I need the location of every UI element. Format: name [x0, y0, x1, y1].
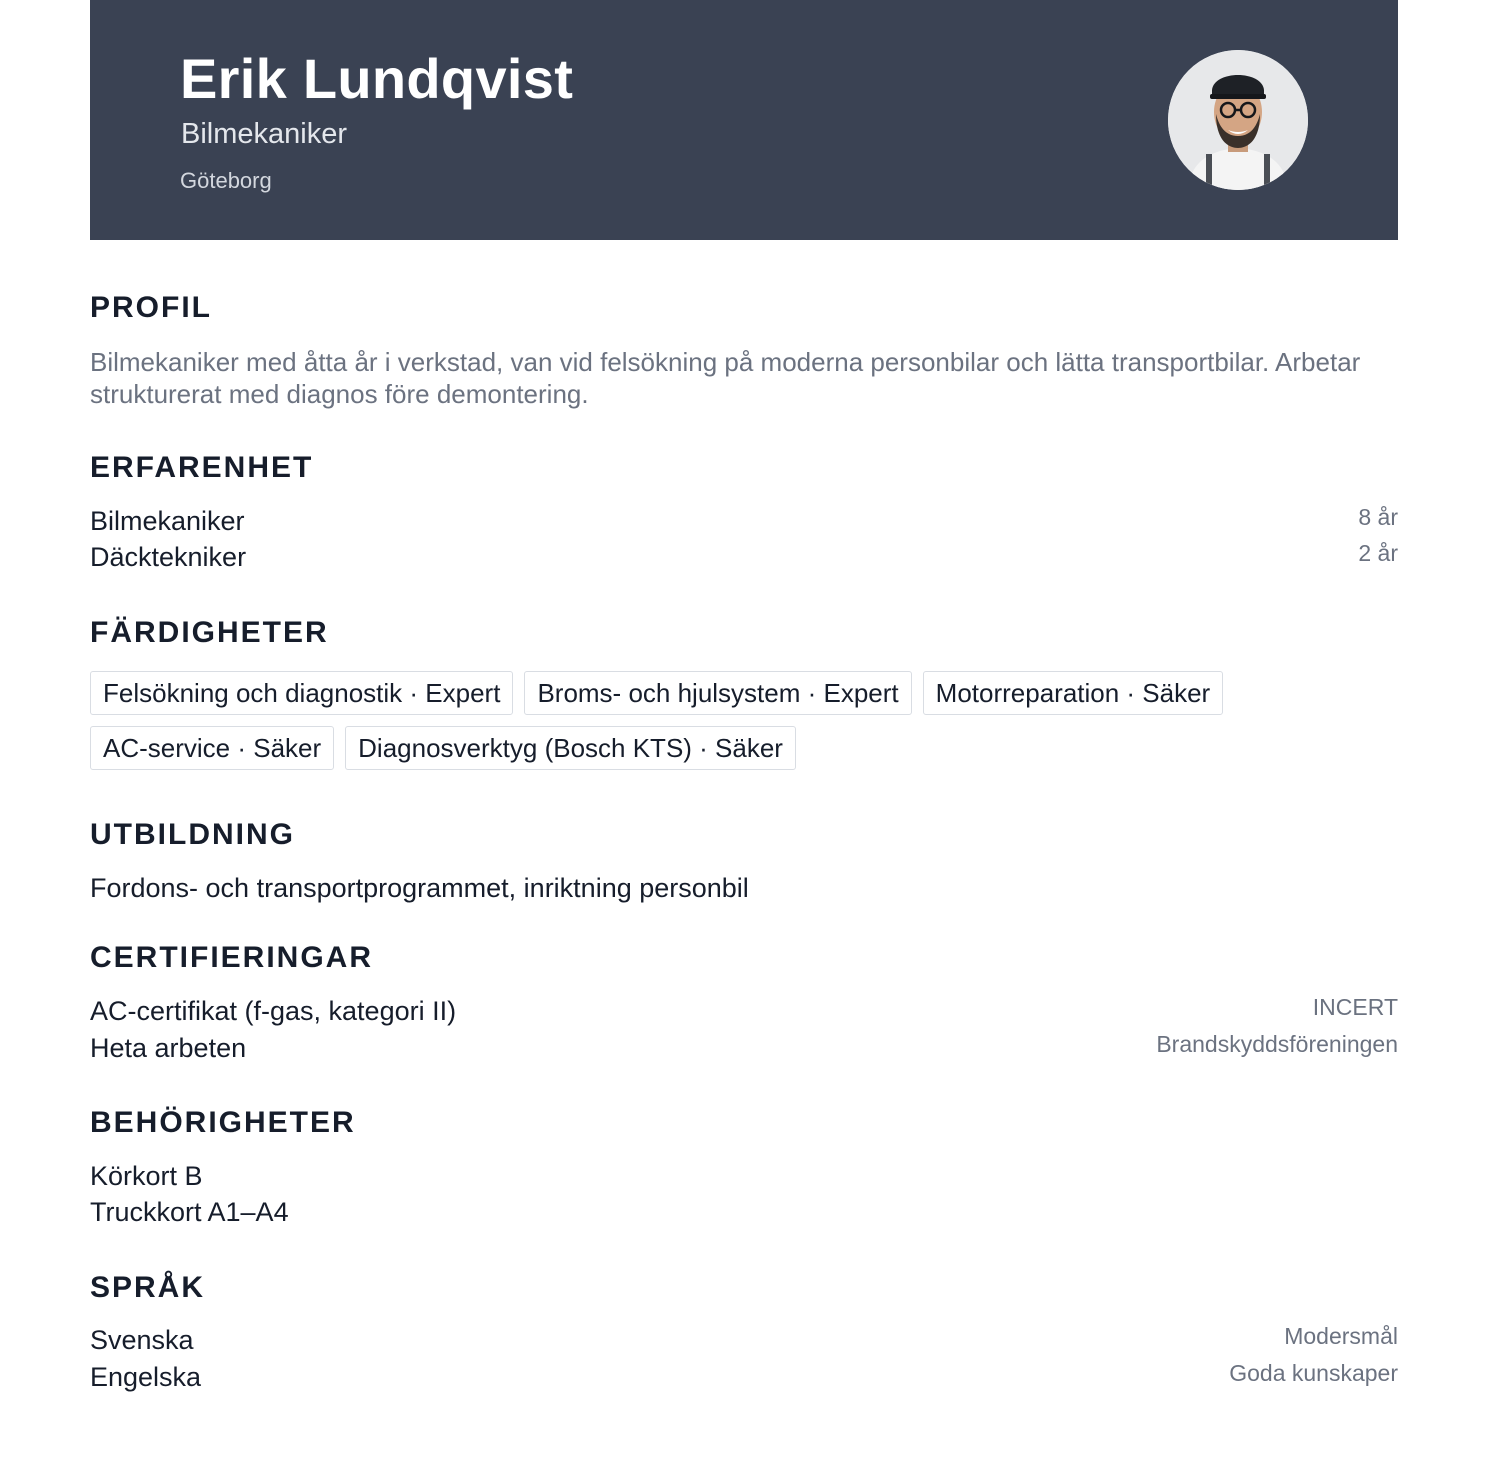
- experience-role: Bilmekaniker: [90, 506, 245, 536]
- license-item: Körkort B: [90, 1161, 203, 1191]
- resume-header: [90, 0, 1398, 240]
- candidate-title: Bilmekaniker: [181, 118, 347, 150]
- profile-summary: Bilmekaniker med åtta år i verkstad, van vid felsökning på moderna personbilar och lätta transportbilar. Arbetar strukturerat med diagnos före demontering.: [90, 347, 1361, 409]
- experience-duration: 8 år: [1358, 504, 1398, 530]
- candidate-name: Erik Lundqvist: [180, 47, 574, 110]
- skill-chip: Felsökning och diagnostik · Expert: [90, 671, 513, 715]
- avatar: [1168, 50, 1308, 190]
- experience-heading: ERFARENHET: [90, 451, 314, 484]
- certification-issuer: Brandskyddsföreningen: [1156, 1031, 1398, 1057]
- licenses-heading: BEHÖRIGHETER: [90, 1106, 356, 1139]
- skill-chip: Diagnosverktyg (Bosch KTS) · Säker: [345, 726, 796, 770]
- candidate-location: Göteborg: [180, 168, 272, 193]
- skills-list: [90, 671, 1398, 770]
- language-level: Modersmål: [1284, 1323, 1398, 1349]
- language-name: Engelska: [90, 1362, 202, 1392]
- language-name: Svenska: [90, 1325, 194, 1355]
- language-item: [90, 1325, 1398, 1361]
- language-item: [90, 1362, 1398, 1398]
- education-heading: UTBILDNING: [90, 818, 295, 851]
- license-item: Truckkort A1–A4: [90, 1197, 289, 1227]
- certification-name: AC-certifikat (f-gas, kategori II): [90, 996, 457, 1026]
- certifications-heading: CERTIFIERINGAR: [90, 941, 373, 974]
- certification-name: Heta arbeten: [90, 1033, 247, 1063]
- language-level: Goda kunskaper: [1229, 1360, 1398, 1386]
- experience-item: [90, 506, 1398, 542]
- experience-item: [90, 542, 1398, 578]
- skills-heading: FÄRDIGHETER: [90, 616, 329, 649]
- experience-role: Däcktekniker: [90, 542, 247, 572]
- skill-chip: Motorreparation · Säker: [923, 671, 1224, 715]
- skill-chip: Broms- och hjulsystem · Expert: [524, 671, 911, 715]
- certification-issuer: INCERT: [1312, 994, 1398, 1020]
- languages-heading: SPRÅK: [90, 1271, 206, 1304]
- skill-chip: AC-service · Säker: [90, 726, 334, 770]
- profile-heading: PROFIL: [90, 291, 212, 324]
- certification-item: [90, 1033, 1398, 1069]
- certification-item: [90, 996, 1398, 1032]
- experience-duration: 2 år: [1358, 540, 1398, 566]
- education-item: Fordons- och transportprogrammet, inriktning personbil: [90, 873, 749, 903]
